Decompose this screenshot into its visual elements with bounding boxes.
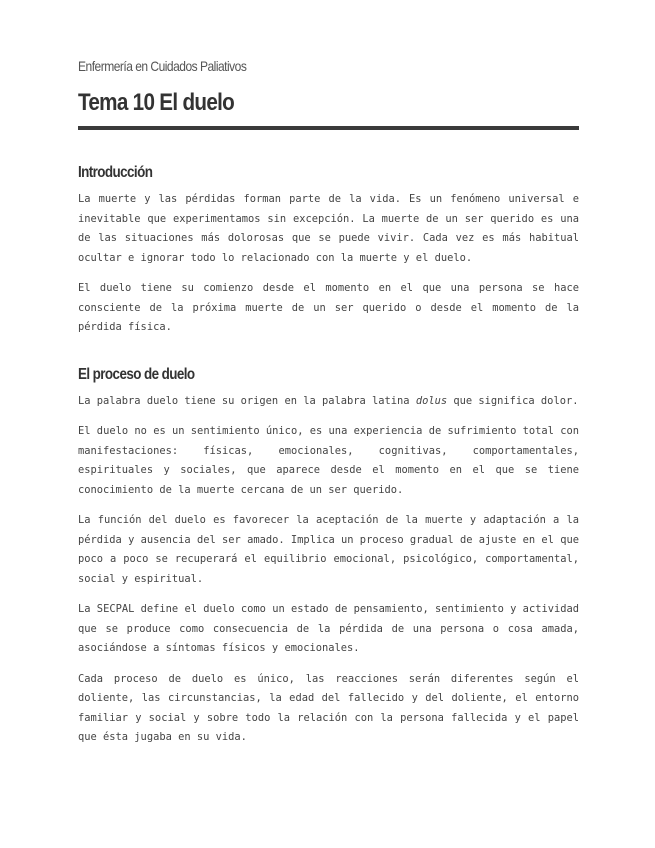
latin-term: dolus [415,394,448,407]
title-divider [78,126,579,130]
paragraph-text: La palabra duelo tiene su origen en la palabra latina [78,394,416,407]
paragraph: El duelo tiene su comienzo desde el momento en el que una persona se hace consciente de la próxima muerte de un ser querido o desde el momento de la pérdida física. [78,282,579,333]
course-title: Enfermería en Cuidados Paliativos [78,58,247,74]
page-title: Tema 10 El duelo [78,89,235,116]
paragraph: Cada proceso de duelo es único, las reacciones serán diferentes según el doliente, las circunstancias, la edad del fallecido y del doliente, el entorno familiar y social y sobre todo la relación con la persona fallecida y el papel que ésta jugaba en su vida. [78,672,579,743]
paragraph: La SECPAL define el duelo como un estado de pensamiento, sentimiento y actividad que se produce como consecuencia de la pérdida de una persona o cosa amada, asociándose a síntomas físicos y emocionales. [78,603,579,654]
paragraph-text: que significa dolor. [447,394,579,407]
section-heading-introduccion: Introducción [78,164,153,181]
paragraph: El duelo no es un sentimiento único, es una experiencia de sufrimiento total con manifestaciones: físicas, emocionales, cognitivas, comportamentales, espirituales y sociales, que aparece desde el momento en el que se tiene conocimiento de la muerte cercana de un ser querido. [78,425,579,496]
paragraph: La muerte y las pérdidas forman parte de la vida. Es un fenómeno universal e inevitable que experimentamos sin excepción. La muerte de un ser querido es una de las situaciones más dolorosas que se puede vivir. Cada vez es más habitual ocultar e ignorar todo lo relacionado con la muerte y el duelo. [78,193,579,264]
section-heading-proceso-de-duelo: El proceso de duelo [78,365,195,383]
paragraph-origin [78,392,579,412]
document-page [78,50,579,748]
paragraph: La función del duelo es favorecer la aceptación de la muerte y adaptación a la pérdida y ausencia del ser amado. Implica un proceso gradual de ajuste en el que poco a poco se recuperará el equilibrio emocional, psicológico, comportamental, social y espiritual. [78,514,579,585]
